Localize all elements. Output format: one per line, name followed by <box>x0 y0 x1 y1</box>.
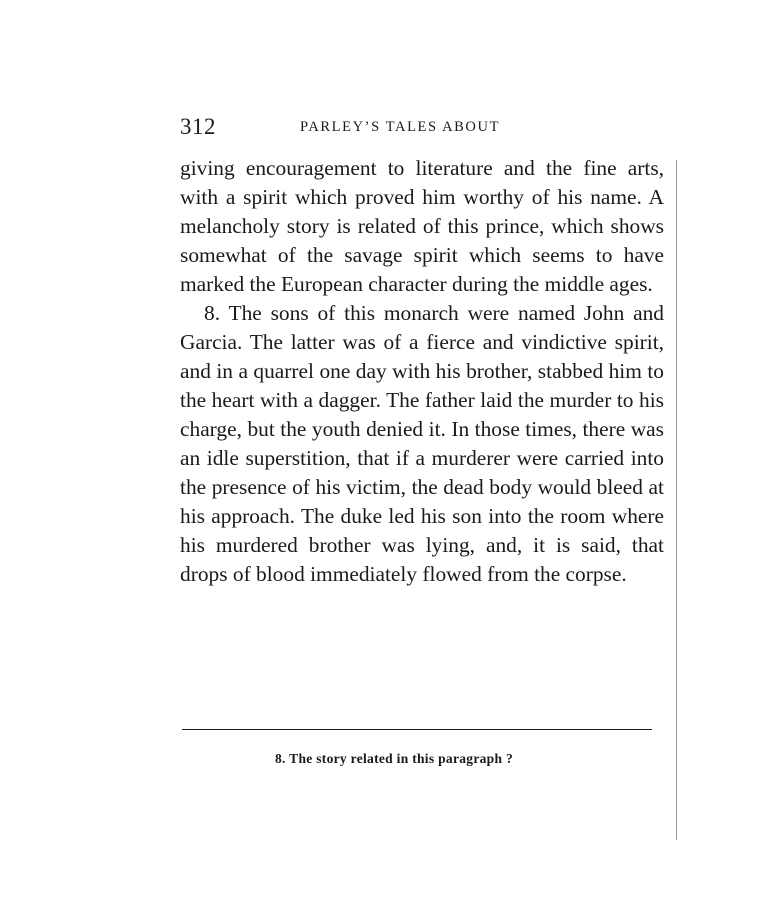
body-text <box>180 154 664 589</box>
footnote-question: 8. The story related in this paragraph ? <box>275 751 514 766</box>
page-number: 312 <box>180 114 216 139</box>
page-edge-line <box>676 160 677 840</box>
running-head: PARLEY’S TALES ABOUT <box>300 119 501 135</box>
paragraph-1: giving encouragement to literature and the fine arts, with a spirit which proved him worthy of his name. A melancholy story is related of this prince, which shows somewhat of the savage spirit which seems to have marked the European character during the middle ages. <box>180 156 664 296</box>
paragraph-2: 8. The sons of this monarch were named John and Garcia. The latter was of a fierce and vindictive spirit, and in a quarrel one day with his brother, stabbed him to the heart with a dagger. The father laid the murder to his charge, but the youth denied it. In those times, there was an idle superstition, that if a murderer were carried into the presence of his victim, the dead body would bleed at his approach. The duke led his son into the room where his murdered brother was lying, and, it is said, that drops of blood immediately flowed from the corpse. <box>180 301 664 586</box>
page-header <box>180 114 664 144</box>
footnote-divider <box>182 729 652 730</box>
